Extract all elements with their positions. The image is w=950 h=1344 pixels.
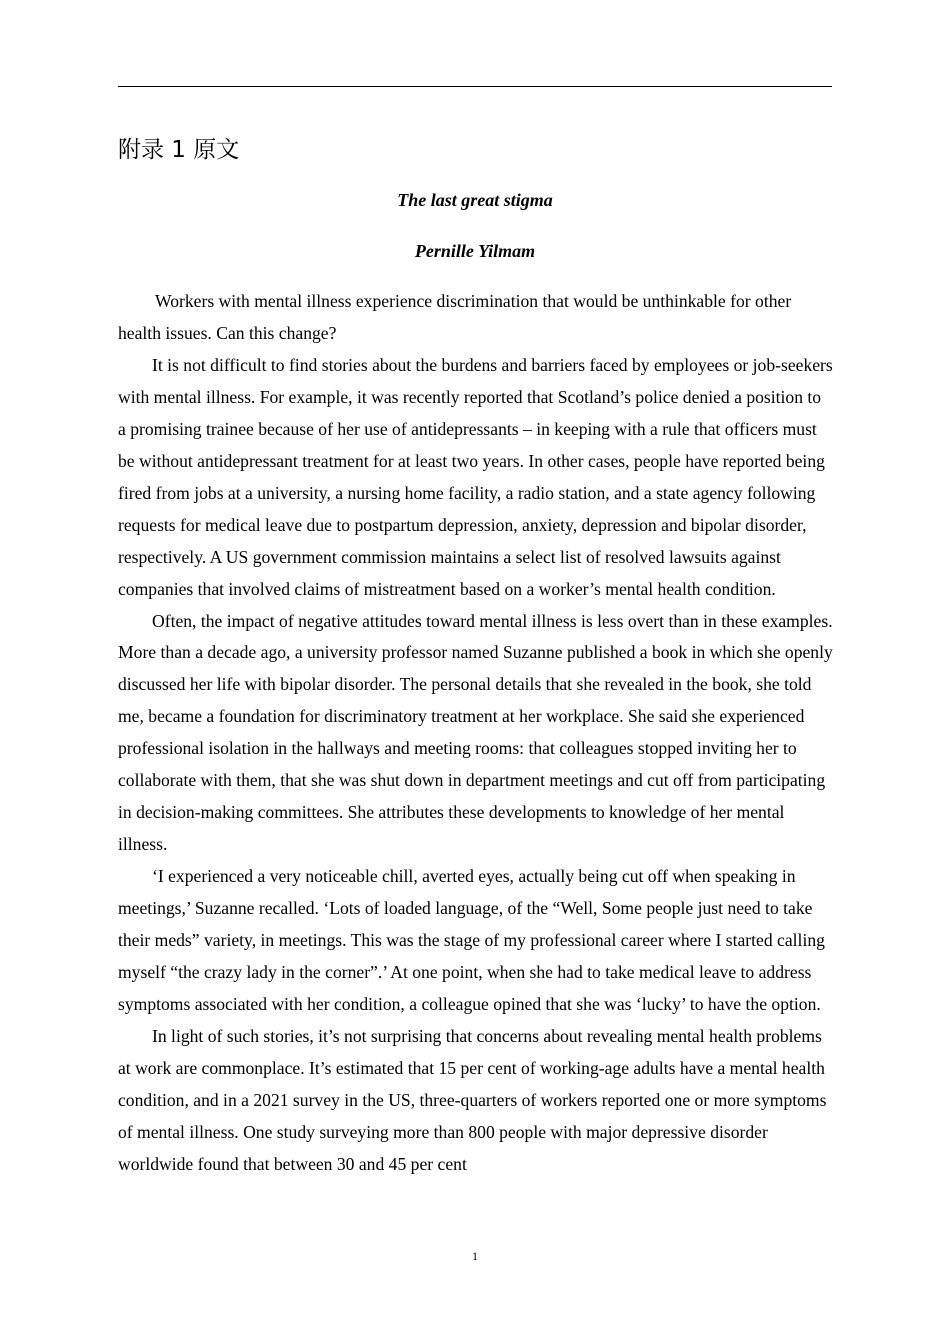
- article-title: The last great stigma: [397, 190, 553, 210]
- header-rule: [118, 86, 832, 87]
- article-author: Pernille Yilmam: [414, 241, 536, 261]
- paragraph-statistics: In light of such stories, it’s not surprising that concerns about revealing mental health problems at work are commonplace. It’s estimated that 15 per cent of working-age adults have a mental health condition, and in a 2021 survey in the US, three-quarters of workers reported one or more symptoms of mental illness. One study surveying more than 800 people with major depressive disorder worldwide found that between 30 and 45 per cent: [118, 1025, 827, 1174]
- article-body: [118, 286, 833, 1181]
- paragraph-stories: It is not difficult to find stories about the burdens and barriers faced by employees or job-seekers with mental illness. For example, it was recently reported that Scotland’s police denied a position to a promising trainee because of her use of antidepressants – in keeping with a rule that officers must be without antidepressant treatment for at least two years. In other cases, people have reported being fired from jobs at a university, a nursing home facility, a radio station, and a state agency following requests for medical leave due to postpartum depression, anxiety, depression and bipolar disorder, respectively. A US government commission maintains a select list of resolved lawsuits against companies that involved claims of mistreatment based on a worker’s mental health condition.: [118, 354, 833, 599]
- paragraph-intro: Workers with mental illness experience discrimination that would be unthinkable for other health issues. Can this change?: [118, 291, 792, 343]
- paragraph-quote: ‘I experienced a very noticeable chill, averted eyes, actually being cut off when speaking in meetings,’ Suzanne recalled. ‘Lots of loaded language, of the “Well, Some people just need to take their meds” variety, in meetings. This was the stage of my professional career where I started calling myself “the crazy lady in the corner”.’ At one point, when she had to take medical leave to address symptoms associated with her condition, a colleague opined that she was ‘lucky’ to have the option.: [118, 866, 825, 1014]
- paragraph-overt: Often, the impact of negative attitudes toward mental illness is less overt than in these examples. More than a decade ago, a university professor named Suzanne published a book in which she openly discussed her life with bipolar disorder. The personal details that she revealed in the book, she told me, became a foundation for discriminatory treatment at her workplace. She said she experienced professional isolation in the hallways and meeting rooms: that colleagues stopped inviting her to collaborate with them, that she was shut down in department meetings and cut off from participating in decision-making committees. She attributes these developments to knowledge of her mental illness.: [118, 610, 833, 855]
- appendix-heading: 附录 1 原文: [118, 137, 240, 163]
- page-number: 1: [472, 1249, 478, 1263]
